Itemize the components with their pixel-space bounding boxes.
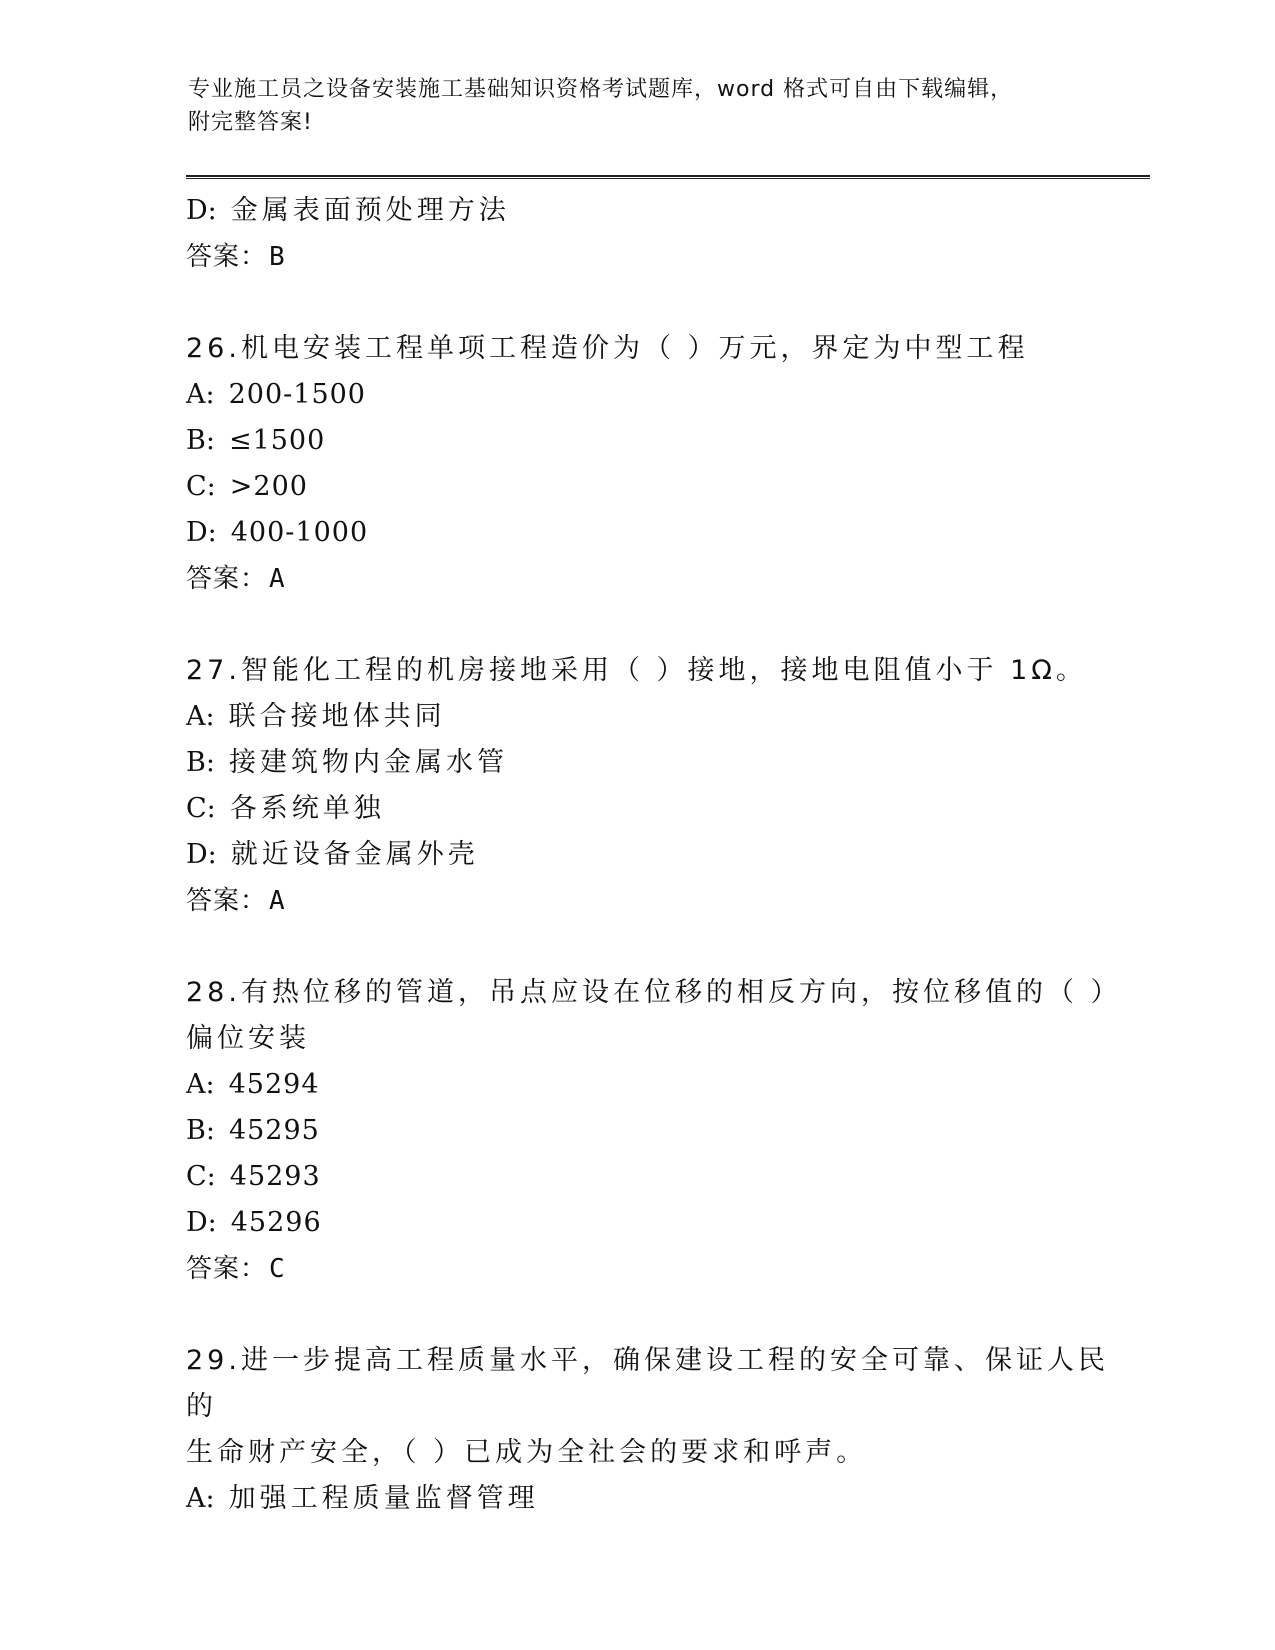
answer-value: A — [269, 886, 286, 916]
q26-option-a — [186, 372, 1116, 418]
q27-option-a — [186, 694, 1116, 740]
option-label: D: — [186, 195, 217, 226]
option-label: D: — [186, 839, 217, 870]
question-28-stem-line-1: 28.有热位移的管道，吊点应设在位移的相反方向，按位移值的（ ） — [186, 977, 1122, 1008]
header-divider — [186, 175, 1150, 179]
option-label: A: — [186, 1483, 215, 1514]
option-text: 就近设备金属外壳 — [230, 839, 479, 870]
option-text: 200-1500 — [228, 379, 366, 410]
q28-option-d — [186, 1200, 1116, 1246]
q27-option-b — [186, 740, 1116, 786]
q26-option-b — [186, 418, 1116, 464]
option-text: 加强工程质量监督管理 — [228, 1483, 539, 1514]
option-text: 45294 — [228, 1069, 320, 1100]
option-text: 45296 — [230, 1207, 322, 1238]
answer-label: 答案： — [186, 886, 268, 916]
option-text: 联合接地体共同 — [228, 701, 446, 732]
option-text: 各系统单独 — [229, 793, 385, 824]
q28-answer — [186, 1246, 1116, 1292]
option-label: D: — [186, 517, 217, 548]
option-label: C: — [186, 1161, 216, 1192]
prev-answer — [186, 234, 1116, 280]
document-header — [188, 73, 1088, 139]
header-line-1: 专业施工员之设备安装施工基础知识资格考试题库，word 格式可自由下载编辑， — [188, 77, 1014, 102]
option-text: 金属表面预处理方法 — [230, 195, 510, 226]
answer-value: B — [269, 242, 286, 272]
answer-value: C — [269, 1254, 286, 1284]
q29-option-a — [186, 1476, 1116, 1522]
option-text: 45295 — [228, 1115, 320, 1146]
option-label: C: — [186, 471, 216, 502]
q26-option-c — [186, 464, 1116, 510]
q26-option-d — [186, 510, 1116, 556]
q26-answer — [186, 556, 1116, 602]
answer-label: 答案： — [186, 1254, 268, 1284]
option-text: 接建筑物内金属水管 — [228, 747, 508, 778]
option-label: B: — [186, 747, 215, 778]
option-label: B: — [186, 1115, 215, 1146]
option-text: ≤1500 — [228, 425, 326, 456]
option-label: A: — [186, 1069, 215, 1100]
question-29-stem-line-1: 29.进一步提高工程质量水平，确保建设工程的安全可靠、保证人民的 — [186, 1345, 1109, 1422]
question-26-stem: 26.机电安装工程单项工程造价为（ ）万元，界定为中型工程 — [186, 333, 1029, 364]
option-label: A: — [186, 379, 215, 410]
answer-label: 答案： — [186, 564, 268, 594]
q28-option-b — [186, 1108, 1116, 1154]
answer-value: A — [269, 564, 286, 594]
answer-label: 答案： — [186, 242, 268, 272]
q27-option-d — [186, 832, 1116, 878]
question-27-stem: 27.智能化工程的机房接地采用（ ）接地，接地电阻值小于 1Ω。 — [186, 655, 1087, 686]
q27-option-c — [186, 786, 1116, 832]
prev-option-d — [186, 188, 1116, 234]
question-28-stem-line-2: 偏位安装 — [186, 1023, 310, 1054]
q27-answer — [186, 878, 1116, 924]
option-text: 45293 — [229, 1161, 321, 1192]
question-list — [186, 188, 1122, 1522]
q28-option-c — [186, 1154, 1116, 1200]
option-label: A: — [186, 701, 215, 732]
option-text: 400-1000 — [230, 517, 369, 548]
option-text: >200 — [229, 471, 308, 502]
option-label: D: — [186, 1207, 217, 1238]
question-29-stem-line-2: 生命财产安全，（ ）已成为全社会的要求和呼声。 — [186, 1437, 868, 1468]
q28-option-a — [186, 1062, 1116, 1108]
option-label: C: — [186, 793, 216, 824]
header-line-2: 附完整答案! — [188, 110, 313, 135]
option-label: B: — [186, 425, 215, 456]
